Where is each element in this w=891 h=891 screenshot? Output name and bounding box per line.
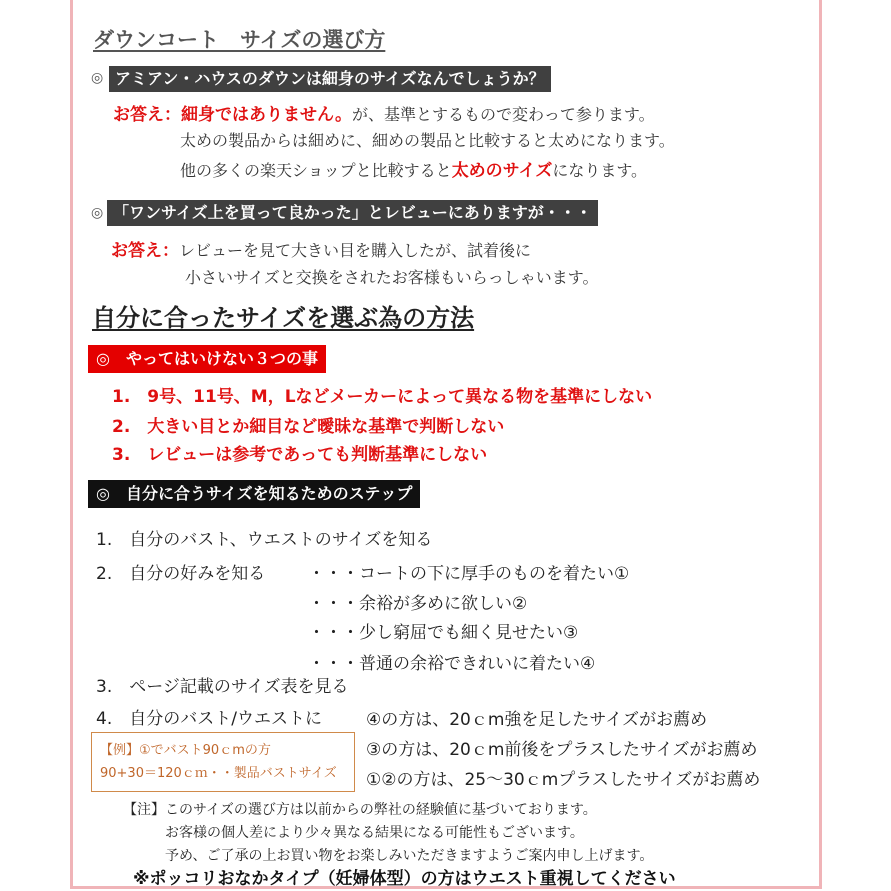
q2-question-bar: 「ワンサイズ上を買って良かった」とレビューにありますが・・・ (107, 200, 598, 226)
note-1: 【注】このサイズの選び方は以前からの弊社の経験値に基づいております。 (123, 802, 597, 818)
bottom-note: ※ポッコリおなかタイプ（妊婦体型）の方はウエスト重視してください (133, 869, 676, 889)
preference-2: ・・・余裕が多めに欲しい② (308, 594, 528, 614)
example-line-1: 【例】①でバスト90ｃmの方 (100, 743, 271, 758)
q2-answer-label: お答え： (111, 241, 179, 261)
advice-2: ③の方は、20ｃm前後をプラスしたサイズがお薦め (366, 740, 758, 760)
q1-line3-post: になります。 (552, 161, 648, 180)
step-4: 4. 自分のバスト/ウエストに (96, 709, 322, 729)
q1-answer-label: お答え： (113, 105, 181, 125)
dont-item-1: 1. 9号、11号、M，Lなどメーカーによって異なる物を基準にしない (112, 387, 653, 407)
note-2: お客様の個人差により少々異なる結果になる可能性もございます。 (165, 825, 584, 841)
q1-answer-rest: が、基準とするもので変わって参ります。 (352, 105, 655, 124)
q2-line2: 小さいサイズと交換をされたお客様もいらっしゃいます。 (185, 268, 599, 287)
q2-answer (111, 236, 531, 261)
dont-item-2: 2. 大きい目とか細目など曖昧な基準で判断しない (112, 417, 505, 437)
preference-4: ・・・普通の余裕できれいに着たい④ (308, 654, 596, 674)
q2-answer-text: レビューを見て大きい目を購入したが、試着後に (179, 241, 532, 260)
section-title: 自分に合ったサイズを選ぶ為の方法 (92, 304, 475, 332)
example-box (91, 732, 355, 792)
example-line-2: 90+30＝120ｃｍ・・製品バストサイズ (100, 766, 337, 781)
page-title: ダウンコート サイズの選び方 (93, 28, 386, 52)
step-2: 2. 自分の好みを知る (96, 564, 266, 584)
q1-answer-strong: 細身ではありません。 (181, 105, 353, 125)
advice-1: ④の方は、20ｃm強を足したサイズがお薦め (366, 710, 708, 730)
preference-1: ・・・コートの下に厚手のものを着たい① (308, 564, 630, 584)
q2-bullet: ◎ (91, 205, 104, 221)
dont-header: ◎ やってはいけない３つの事 (88, 345, 326, 373)
step-1: 1. 自分のバスト、ウエストのサイズを知る (96, 530, 433, 550)
q1-bullet: ◎ (91, 70, 104, 86)
q1-line2: 太めの製品からは細めに、細めの製品と比較すると太めになります。 (180, 131, 675, 150)
note-3: 予め、ご了承の上お買い物をお楽しみいただきますようご案内申し上げます。 (165, 848, 654, 864)
q1-line3-pre: 他の多くの楽天ショップと比較すると (180, 161, 452, 180)
q1-line3 (180, 156, 647, 181)
q1-question-bar: アミアン・ハウスのダウンは細身のサイズなんでしょうか？ (109, 66, 551, 92)
advice-3: ①②の方は、25～30ｃmプラスしたサイズがお薦め (366, 770, 761, 790)
q1-line3-strong: 太めのサイズ (451, 161, 553, 181)
preference-3: ・・・少し窮屈でも細く見せたい③ (308, 623, 579, 643)
dont-item-3: 3. レビューは参考であっても判断基準にしない (112, 445, 488, 465)
step-3: 3. ページ記載のサイズ表を見る (96, 677, 349, 697)
steps-header: ◎ 自分に合うサイズを知るためのステップ (88, 480, 420, 508)
q1-answer (113, 100, 655, 125)
